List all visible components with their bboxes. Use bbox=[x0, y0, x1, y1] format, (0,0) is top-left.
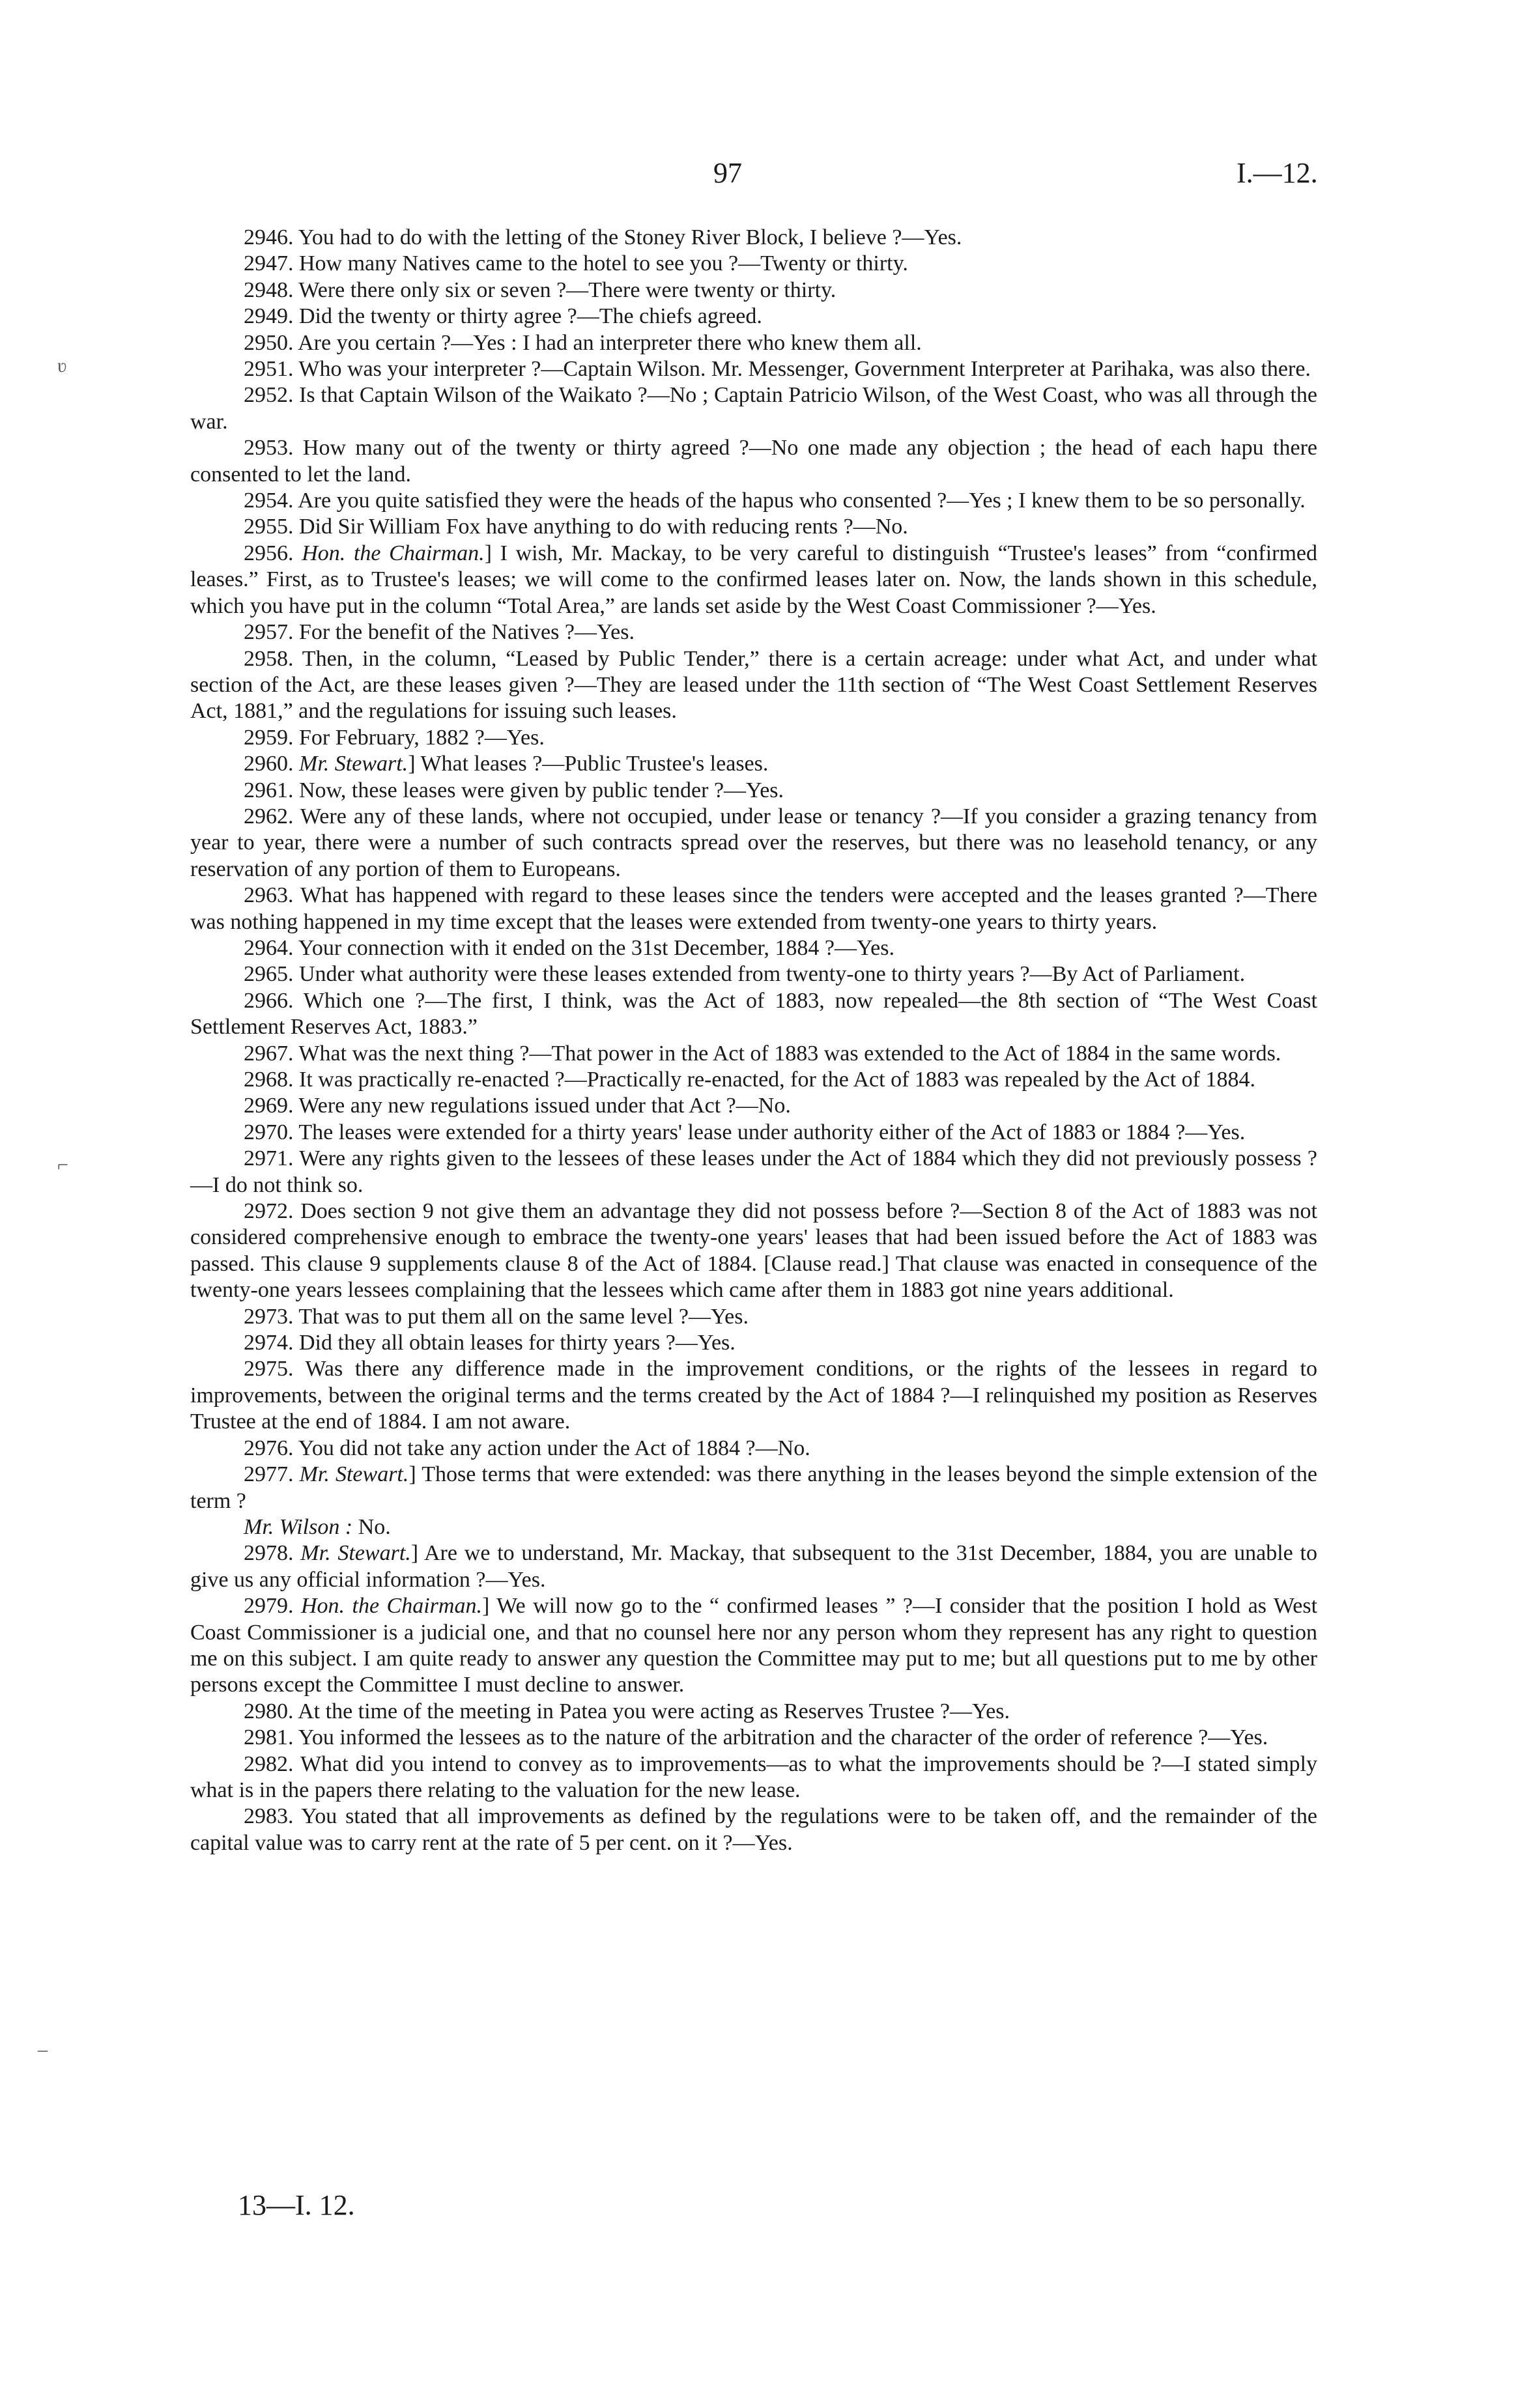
paragraph-text: 2973. That was to put them all on the same level ?—Yes. bbox=[244, 1304, 749, 1329]
paragraph-text: 2950. Are you certain ?—Yes : I had an interpreter there who knew them all. bbox=[244, 330, 922, 355]
testimony-paragraph bbox=[190, 1304, 1317, 1330]
testimony-paragraph bbox=[190, 1804, 1317, 1856]
paragraph-text: 2967. What was the next thing ?—That power in the Act of 1883 was extended to the Act of 1884 in the same words. bbox=[244, 1041, 1281, 1066]
paragraph-text: 2952. Is that Captain Wilson of the Waikato ?—No ; Captain Patricio Wilson, of the West Coast, who was all through the war. bbox=[190, 383, 1317, 434]
paragraph-text: ] What leases ?—Public Trustee's leases. bbox=[408, 752, 769, 776]
paragraph-text: 2948. Were there only six or seven ?—There were twenty or thirty. bbox=[244, 277, 837, 302]
testimony-paragraph bbox=[190, 1356, 1317, 1435]
paragraph-text: 2976. You did not take any action under the Act of 1884 ?—No. bbox=[244, 1436, 810, 1460]
testimony-paragraph bbox=[190, 646, 1317, 725]
page-header bbox=[0, 156, 1516, 202]
testimony-paragraph bbox=[190, 251, 1317, 277]
testimony-paragraph bbox=[190, 619, 1317, 645]
speaker-name: Mr. Wilson : bbox=[244, 1514, 353, 1539]
testimony-paragraph bbox=[190, 1699, 1317, 1725]
question-number: 2956. bbox=[244, 541, 294, 565]
paragraph-text: 2958. Then, in the column, “Leased by Public Tender,” there is a certain acreage: under what Act, and under what section of the Act, are these leases given ?—They are leased under the 11th section of “The West Coast Settlement Reserves Act, 1881,” and the regulations for issuing such leases. bbox=[190, 646, 1317, 724]
testimony-body bbox=[190, 225, 1317, 1856]
testimony-paragraph bbox=[190, 1514, 1317, 1540]
testimony-paragraph bbox=[190, 883, 1317, 935]
paragraph-text: 2955. Did Sir William Fox have anything to do with reducing rents ?—No. bbox=[244, 515, 908, 539]
testimony-paragraph bbox=[190, 1067, 1317, 1093]
question-number: 2977. bbox=[244, 1462, 294, 1487]
paragraph-text: 2961. Now, these leases were given by public tender ?—Yes. bbox=[244, 778, 784, 802]
paragraph-text: 2974. Did they all obtain leases for thirty years ?—Yes. bbox=[244, 1331, 736, 1355]
paragraph-text: ] Those terms that were extended: was there anything in the leases beyond the simple extension of the term ? bbox=[190, 1462, 1317, 1513]
paragraph-text: 2972. Does section 9 not give them an advantage they did not possess before ?—Section 8 of the Act of 1883 was not considered comprehensive enough to embrace the twenty-one years' leases that had been issued before the Act of 1883 was passed. This clause 9 supplements clause 8 of the Act of 1884. [Clause read.] That clause was enacted in consequence of the twenty-one years lessees complaining that the lessees which came after them in 1883 got nine years additional. bbox=[190, 1199, 1317, 1303]
testimony-paragraph bbox=[190, 804, 1317, 883]
question-number: 2979. bbox=[244, 1594, 294, 1619]
testimony-paragraph bbox=[190, 330, 1317, 356]
testimony-paragraph bbox=[190, 277, 1317, 304]
testimony-paragraph bbox=[190, 488, 1317, 514]
paragraph-text: 2971. Were any rights given to the lessees of these leases under the Act of 1884 which they did not previously possess ?—I do not think so. bbox=[190, 1146, 1317, 1197]
paragraph-text: 2964. Your connection with it ended on the 31st December, 1884 ?—Yes. bbox=[244, 935, 894, 960]
testimony-paragraph bbox=[190, 1593, 1317, 1699]
testimony-paragraph bbox=[190, 1725, 1317, 1751]
testimony-paragraph bbox=[190, 751, 1317, 777]
testimony-paragraph bbox=[190, 1120, 1317, 1146]
testimony-paragraph bbox=[190, 541, 1317, 619]
speaker-name: Mr. Stewart. bbox=[300, 1541, 411, 1566]
page-number: 97 bbox=[713, 157, 742, 189]
margin-tick-mark: – bbox=[38, 2039, 48, 2060]
testimony-paragraph bbox=[190, 1330, 1317, 1356]
paragraph-text: 2957. For the benefit of the Natives ?—Yes. bbox=[244, 620, 635, 645]
testimony-paragraph bbox=[190, 961, 1317, 987]
testimony-paragraph bbox=[190, 1093, 1317, 1119]
paragraph-text: 2968. It was practically re-enacted ?—Practically re-enacted, for the Act of 1883 was repealed by the Act of 1884. bbox=[244, 1068, 1255, 1092]
paragraph-text: ] Are we to understand, Mr. Mackay, that subsequent to the 31st December, 1884, you are unable to give us any official information ?—Yes. bbox=[190, 1541, 1317, 1592]
paragraph-text: 2963. What has happened with regard to these leases since the tenders were accepted and the leases granted ?—There was nothing happened in my time except that the leases were extended from twenty-one years to thirty years. bbox=[190, 883, 1317, 934]
question-number: 2978. bbox=[244, 1541, 294, 1566]
speaker-name: Hon. the Chairman. bbox=[302, 541, 485, 565]
paragraph-text: ] We will now go to the “ confirmed leases ” ?—I consider that the position I hold as West Coast Commissioner is a judicial one, and that no counsel here nor any person whom they represent has any right to question me on this subject. I am quite ready to answer any question the Committee may put to me; but all questions put to me by other persons except the Committee I must decline to answer. bbox=[190, 1594, 1318, 1697]
paragraph-text: No. bbox=[352, 1514, 391, 1539]
question-number: 2960. bbox=[244, 752, 294, 776]
paragraph-text: 2946. You had to do with the letting of the Stoney River Block, I believe ?—Yes. bbox=[244, 225, 962, 249]
testimony-paragraph bbox=[190, 1146, 1317, 1198]
testimony-paragraph bbox=[190, 514, 1317, 540]
speaker-name: Mr. Stewart. bbox=[299, 752, 408, 776]
paragraph-text: 2947. How many Natives came to the hotel to see you ?—Twenty or thirty. bbox=[244, 251, 908, 276]
testimony-paragraph bbox=[190, 356, 1317, 382]
testimony-paragraph bbox=[190, 725, 1317, 751]
margin-tick-mark: ʋ bbox=[57, 355, 67, 376]
testimony-paragraph bbox=[190, 1462, 1317, 1514]
paragraph-text: 2980. At the time of the meeting in Patea you were acting as Reserves Trustee ?—Yes. bbox=[244, 1699, 1010, 1723]
paragraph-text: 2981. You informed the lessees as to the nature of the arbitration and the character of the order of reference ?—Yes. bbox=[244, 1725, 1268, 1750]
paragraph-text: 2951. Who was your interpreter ?—Captain Wilson. Mr. Messenger, Government Interpreter at Parihaka, was also there. bbox=[244, 357, 1311, 382]
paragraph-text: 2962. Were any of these lands, where not occupied, under lease or tenancy ?—If you consider a grazing tenancy from year to year, there were a number of such contracts spread over the reserves, but there was no leasehold tenancy, or any reservation of any portion of them to Europeans. bbox=[190, 804, 1317, 881]
testimony-paragraph bbox=[190, 778, 1317, 804]
paragraph-text: 2954. Are you quite satisfied they were the heads of the hapus who consented ?—Yes ; I knew them to be so personally. bbox=[244, 489, 1306, 513]
paragraph-text: 2983. You stated that all improvements as defined by the regulations were to be taken off, and the remainder of the capital value was to carry rent at the rate of 5 per cent. on it ?—Yes. bbox=[190, 1804, 1317, 1855]
margin-tick-mark: ⌐ bbox=[57, 1154, 68, 1176]
document-reference: I.—12. bbox=[1237, 157, 1318, 189]
speaker-name: Hon. the Chairman. bbox=[300, 1594, 482, 1619]
testimony-paragraph bbox=[190, 1198, 1317, 1304]
paragraph-text: 2959. For February, 1882 ?—Yes. bbox=[244, 725, 545, 750]
speaker-name: Mr. Stewart. bbox=[299, 1462, 409, 1487]
signature-mark: 13—I. 12. bbox=[238, 2189, 355, 2221]
testimony-paragraph bbox=[190, 1436, 1317, 1462]
testimony-paragraph bbox=[190, 935, 1317, 961]
paragraph-text: ] I wish, Mr. Mackay, to be very careful to distinguish “Trustee's leases” from “confirmed leases.” First, as to Trustee's leases; we will come to the confirmed leases later on. Now, the lands shown in this schedule, which you have put in the column “Total Area,” are lands set aside by the West Coast Commissioner ?—Yes. bbox=[190, 541, 1318, 618]
testimony-paragraph bbox=[190, 435, 1317, 488]
paragraph-text: 2949. Did the twenty or thirty agree ?—The chiefs agreed. bbox=[244, 304, 762, 329]
testimony-paragraph bbox=[190, 1041, 1317, 1067]
paragraph-text: 2966. Which one ?—The first, I think, was the Act of 1883, now repealed—the 8th section of “The West Coast Settlement Reserves Act, 1883.” bbox=[190, 988, 1317, 1040]
testimony-paragraph bbox=[190, 1751, 1317, 1804]
testimony-paragraph bbox=[190, 225, 1317, 251]
paragraph-text: 2982. What did you intend to convey as to improvements—as to what the improvements should be ?—I stated simply what is in the papers there relating to the valuation for the new lease. bbox=[190, 1751, 1317, 1802]
testimony-paragraph bbox=[190, 382, 1317, 435]
testimony-paragraph bbox=[190, 988, 1317, 1041]
paragraph-text: 2969. Were any new regulations issued under that Act ?—No. bbox=[244, 1094, 791, 1118]
testimony-paragraph bbox=[190, 1540, 1317, 1593]
paragraph-text: 2965. Under what authority were these leases extended from twenty-one to thirty years ?—By Act of Parliament. bbox=[244, 962, 1246, 987]
paragraph-text: 2975. Was there any difference made in the improvement conditions, or the rights of the lessees in regard to improvements, between the original terms and the terms created by the Act of 1884 ?—I relinquished my position as Reserves Trustee at the end of 1884. I am not aware. bbox=[190, 1357, 1317, 1434]
testimony-paragraph bbox=[190, 304, 1317, 330]
paragraph-text: 2953. How many out of the twenty or thirty agreed ?—No one made any objection ; the head of each hapu there consented to let the land. bbox=[190, 436, 1317, 487]
paragraph-text: 2970. The leases were extended for a thirty years' lease under authority either of the Act of 1883 or 1884 ?—Yes. bbox=[244, 1120, 1246, 1144]
